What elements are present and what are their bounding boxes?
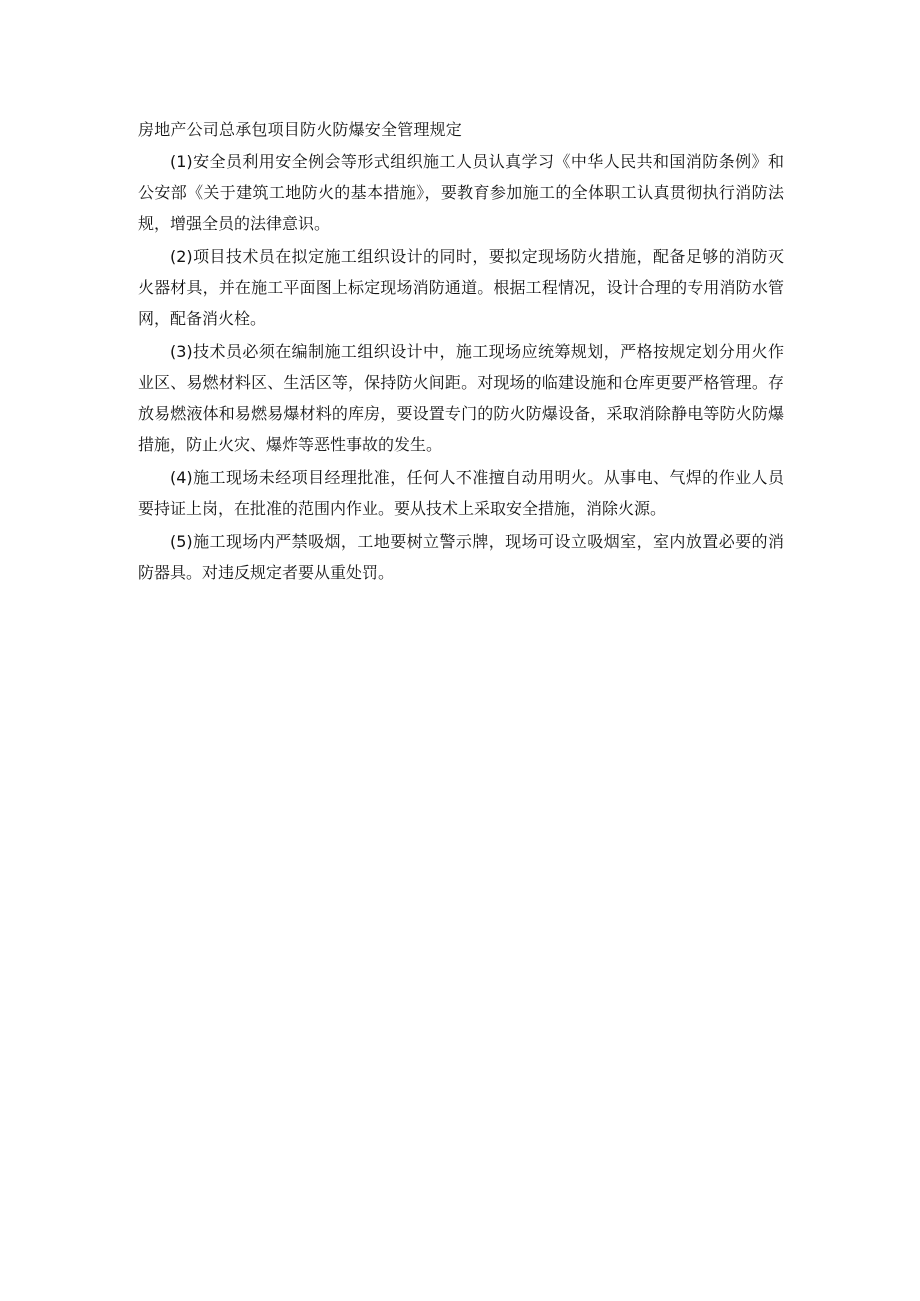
paragraph-2	[138, 241, 784, 334]
paragraph-number: (5)	[170, 532, 193, 551]
paragraph-text: 施工现场未经项目经理批准，任何人不准擅自动用明火。从事电、气焊的作业人员要持证上岗，在批准的范围内作业。要从技术上采取安全措施，消除火源。	[138, 468, 784, 518]
paragraph-text: 项目技术员在拟定施工组织设计的同时，要拟定现场防火措施，配备足够的消防灭火器材具，并在施工平面图上标定现场消防通道。根据工程情况，设计合理的专用消防水管网，配备消火栓。	[138, 247, 784, 328]
paragraph-4	[138, 462, 784, 524]
paragraph-number: (4)	[170, 468, 193, 487]
paragraph-5	[138, 526, 784, 588]
paragraph-text: 施工现场内严禁吸烟，工地要树立警示牌，现场可设立吸烟室，室内放置必要的消防器具。对违反规定者要从重处罚。	[138, 532, 784, 582]
paragraph-number: (1)	[170, 152, 193, 171]
document-title: 房地产公司总承包项目防火防爆安全管理规定	[138, 120, 463, 139]
paragraph-3	[138, 336, 784, 460]
paragraph-1	[138, 146, 784, 239]
document-body	[138, 118, 784, 590]
paragraph-number: (2)	[170, 247, 193, 266]
paragraph-text: 安全员利用安全例会等形式组织施工人员认真学习《中华人民共和国消防条例》和公安部《关于建筑工地防火的基本措施》，要教育参加施工的全体职工认真贯彻执行消防法规，增强全员的法律意识。	[138, 152, 784, 233]
paragraph-text: 技术员必须在编制施工组织设计中，施工现场应统筹规划，严格按规定划分用火作业区、易燃材料区、生活区等，保持防火间距。对现场的临建设施和仓库更要严格管理。存放易燃液体和易燃易爆材料的库房，要设置专门的防火防爆设备，采取消除静电等防火防爆措施，防止火灾、爆炸等恶性事故的发生。	[138, 342, 784, 454]
paragraph-number: (3)	[170, 342, 193, 361]
